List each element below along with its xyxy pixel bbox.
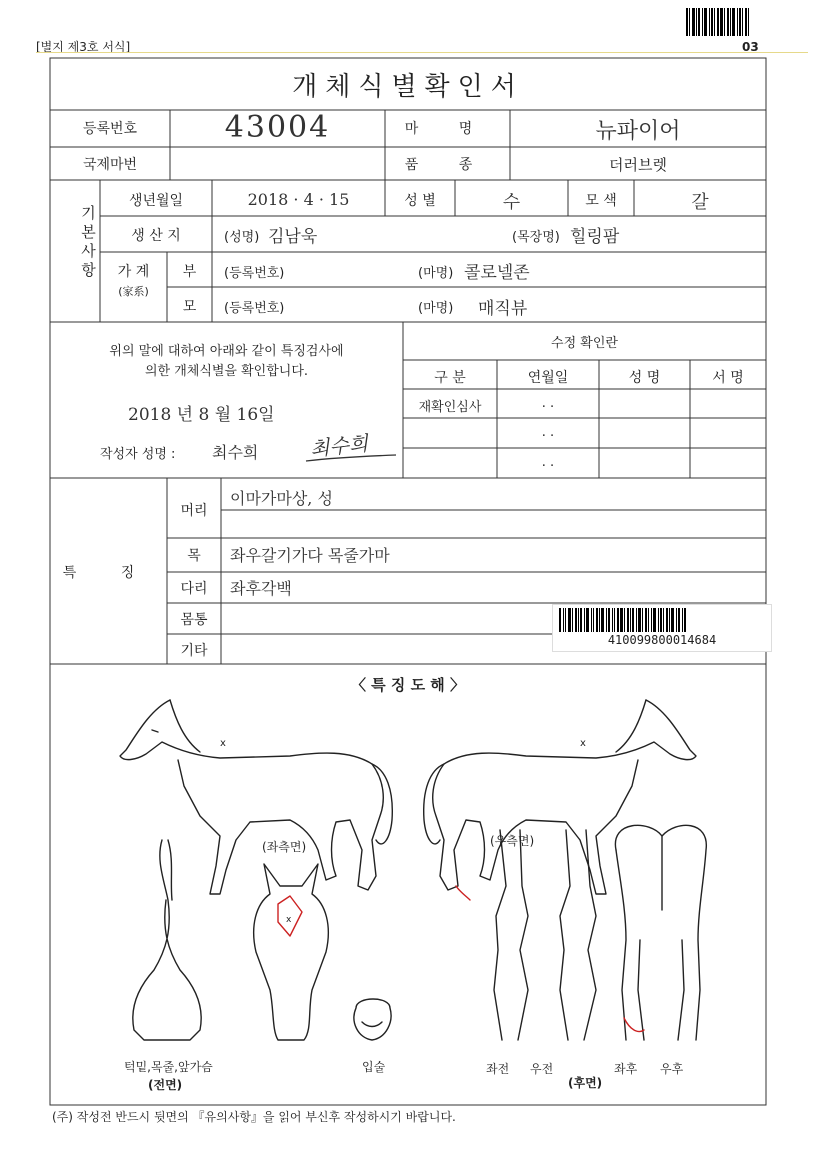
rear-label: (후면) — [568, 1076, 603, 1090]
features-section-label: 특 징 — [62, 565, 155, 581]
sire-label: 부 — [182, 264, 197, 280]
other-label: 기타 — [180, 643, 208, 659]
dam-label: 모 — [182, 299, 197, 315]
registration-value: 43004 — [224, 110, 331, 145]
dam-name-value: 매직뷰 — [478, 299, 528, 319]
writer-name: 최수희 — [212, 443, 259, 462]
front-caption: 턱밑,목줄,앞가슴 — [124, 1060, 213, 1074]
revision-title: 수정 확인란 — [551, 336, 618, 351]
horse-name-value: 뉴파이어 — [595, 119, 681, 144]
horse-name-label: 마 명 — [404, 121, 491, 137]
sire-reg-prefix: (등록번호) — [224, 266, 285, 281]
breeder-label: 생 산 지 — [131, 228, 181, 244]
leg-label: 다리 — [180, 581, 208, 597]
revision-row-date: . . — [541, 425, 555, 440]
lips-label: 입술 — [362, 1060, 386, 1074]
left-hind-label: 좌후 — [614, 1062, 638, 1076]
confirm-text — [50, 342, 403, 382]
color-value: 갈 — [691, 192, 709, 213]
page-title: 개체식별확인서 — [292, 72, 524, 102]
head-label: 머리 — [180, 503, 208, 519]
sticker-barcode — [559, 608, 765, 632]
sex-value: 수 — [502, 192, 521, 213]
diagram-title: 〈 특 징 도 해 〉 — [350, 676, 466, 694]
owner-value: 김남욱 — [268, 227, 318, 247]
dam-name-prefix: (마명) — [418, 301, 454, 316]
writer-signature: 최수희 — [309, 431, 370, 461]
body-label: 몸통 — [180, 612, 208, 628]
confirm-text-line2: 의한 개체식별을 확인합니다. — [144, 364, 309, 379]
right-fore-label: 우전 — [530, 1062, 554, 1076]
neck-value: 좌우갈기가다 목줄가마 — [230, 546, 390, 565]
right-side-label: (우측면) — [490, 834, 535, 848]
signature-stroke — [300, 425, 405, 470]
pedigree-label — [100, 262, 167, 302]
ranch-value: 힐링팜 — [570, 227, 620, 247]
revision-row-date: . . — [541, 396, 555, 411]
breed-label: 품 종 — [404, 157, 491, 173]
horse-diagram — [50, 690, 766, 1090]
front-view-horse — [133, 840, 201, 1040]
left-fore-label: 좌전 — [486, 1062, 510, 1076]
neck-label: 목 — [187, 548, 201, 564]
sire-name-value: 콜로넬존 — [464, 263, 530, 283]
svg-text:x: x — [286, 915, 292, 925]
right-hind-label: 우후 — [660, 1062, 684, 1076]
ranch-prefix: (목장명) — [512, 230, 560, 245]
color-label: 모 색 — [585, 193, 617, 209]
form-number: [별지 제3호 서식] — [36, 40, 131, 54]
page-code: 03 — [742, 40, 759, 54]
revision-header-name: 성 명 — [628, 370, 661, 386]
pedigree-title: 가 계 — [117, 264, 150, 280]
svg-text:x: x — [220, 738, 226, 749]
birth-value: 2018 · 4 · 15 — [247, 190, 350, 209]
revision-row-date: . . — [541, 455, 555, 470]
revision-header-kind: 구 분 — [434, 370, 466, 386]
revision-header-sign: 서 명 — [712, 370, 744, 386]
sex-label: 성 별 — [404, 193, 436, 209]
breed-value: 더러브렛 — [609, 156, 667, 174]
barcode-number: 410099800014684 — [607, 633, 717, 647]
dam-reg-prefix: (등록번호) — [224, 301, 285, 316]
revision-row-kind: 재확인심사 — [418, 400, 482, 415]
pedigree-sub: (家系) — [118, 285, 149, 298]
intl-number-label: 국제마번 — [82, 157, 138, 173]
head-front — [254, 864, 329, 1040]
confirm-text-line1: 위의 말에 대하여 아래와 같이 특징검사에 — [109, 344, 344, 359]
sire-name-prefix: (마명) — [418, 266, 454, 281]
fore-legs — [494, 830, 596, 1040]
birth-label: 생년월일 — [128, 193, 184, 209]
registration-label: 등록번호 — [82, 121, 138, 137]
owner-prefix: (성명) — [224, 230, 260, 245]
hind-view-horse — [615, 825, 706, 1040]
writer-label: 작성자 성명 : — [100, 447, 176, 462]
left-side-label: (좌측면) — [262, 840, 307, 854]
basic-section-label: 기본사항 — [79, 205, 97, 281]
leg-value: 좌후각백 — [230, 579, 292, 598]
footer-note: (주) 작성전 반드시 뒷면의 『유의사항』을 읽어 부신후 작성하시기 바랍니다. — [52, 1110, 456, 1124]
revision-header-date: 연월일 — [527, 370, 569, 386]
front-label: (전면) — [148, 1078, 183, 1092]
confirm-date: 2018 년 8 월 16일 — [128, 405, 275, 425]
lips-diagram — [354, 999, 391, 1040]
head-value: 이마가마상, 성 — [230, 489, 333, 508]
right-side-horse — [424, 700, 696, 900]
svg-text:x: x — [580, 738, 586, 749]
barcode-sticker — [552, 604, 772, 652]
